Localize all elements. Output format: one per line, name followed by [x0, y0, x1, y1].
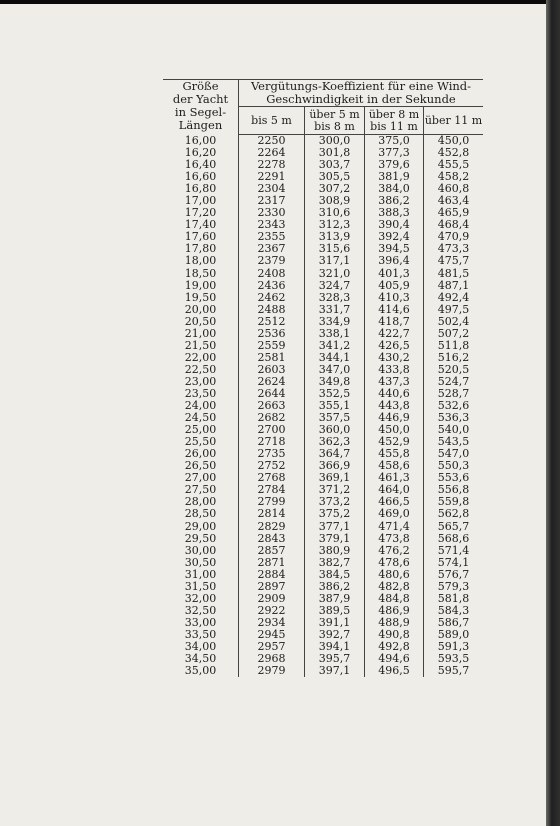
- cell-size: 24,50: [184, 411, 217, 425]
- cell-bis-5m: 2559: [239, 340, 305, 352]
- cell-size: 22,00: [184, 350, 217, 364]
- cell-bis-5m: 2829: [239, 521, 305, 533]
- cell-bis-5m: 2857: [239, 545, 305, 557]
- cell-bis-5m: 2343: [239, 219, 305, 231]
- cell-ueber-11m: 536,3: [437, 411, 470, 425]
- wind-speed-header: [239, 107, 305, 135]
- cell-ueber-11m: 465,9: [437, 206, 470, 220]
- cell-8-11m: 390,4: [365, 219, 424, 231]
- cell-ueber-11m: 565,7: [437, 519, 470, 533]
- coefficient-table: [163, 79, 483, 677]
- cell-ueber-11m: 553,6: [437, 471, 470, 485]
- cell-8-11m: 473,8: [365, 533, 424, 545]
- cell-5-8m: 305,5: [305, 171, 365, 183]
- scan-top-edge: [0, 0, 560, 4]
- cell-ueber-11m: 524,7: [437, 374, 470, 388]
- cell-size: 31,50: [184, 579, 217, 593]
- table-row: [163, 557, 483, 569]
- cell-bis-5m: 2379: [239, 255, 305, 267]
- cell-ueber-11m: 507,2: [437, 326, 470, 340]
- cell-size: 27,50: [184, 483, 217, 497]
- cell-size: 17,20: [184, 206, 217, 220]
- table-body: [163, 135, 483, 678]
- cell-5-8m: 387,9: [305, 593, 365, 605]
- cell-size: 34,50: [184, 652, 217, 666]
- cell-size: 33,00: [184, 615, 217, 629]
- cell-size: 23,00: [184, 374, 217, 388]
- cell-8-11m: 410,3: [365, 292, 424, 304]
- cell-ueber-11m: 547,0: [437, 447, 470, 461]
- cell-5-8m: 386,2: [305, 581, 365, 593]
- size-header-line: Größe: [182, 79, 219, 93]
- table-row: [163, 569, 483, 581]
- cell-8-11m: 392,4: [365, 231, 424, 243]
- cell-8-11m: 478,6: [365, 557, 424, 569]
- cell-bis-5m: 2752: [239, 460, 305, 472]
- cell-ueber-11m: 593,5: [437, 652, 470, 666]
- cell-5-8m: 324,7: [305, 280, 365, 292]
- cell-5-8m: 391,1: [305, 617, 365, 629]
- cell-8-11m: 494,6: [365, 653, 424, 665]
- cell-ueber-11m: 450,0: [437, 134, 470, 147]
- cell-8-11m: 430,2: [365, 352, 424, 364]
- cell-8-11m: 381,9: [365, 171, 424, 183]
- cell-bis-5m: 2367: [239, 243, 305, 255]
- cell-bis-5m: 2536: [239, 328, 305, 340]
- wind-speed-header-line: über 11 m: [424, 114, 483, 127]
- cell-size: 30,00: [184, 543, 217, 557]
- cell-bis-5m: 2799: [239, 496, 305, 508]
- cell-5-8m: 364,7: [305, 448, 365, 460]
- cell-8-11m: 455,8: [365, 448, 424, 460]
- cell-8-11m: 471,4: [365, 521, 424, 533]
- cell-bis-5m: 2897: [239, 581, 305, 593]
- cell-8-11m: 446,9: [365, 412, 424, 424]
- cell-5-8m: 301,8: [305, 147, 365, 159]
- wind-speed-header: [305, 107, 365, 135]
- cell-size: 31,00: [184, 567, 217, 581]
- cell-bis-5m: 2663: [239, 400, 305, 412]
- cell-bis-5m: 2945: [239, 629, 305, 641]
- cell-bis-5m: 2264: [239, 147, 305, 159]
- cell-size: 30,50: [184, 555, 217, 569]
- cell-8-11m: 418,7: [365, 316, 424, 328]
- cell-bis-5m: 2922: [239, 605, 305, 617]
- cell-bis-5m: 2603: [239, 364, 305, 376]
- wind-speed-header: [365, 107, 424, 135]
- cell-size: 25,00: [184, 423, 217, 437]
- cell-5-8m: 321,0: [305, 268, 365, 280]
- cell-8-11m: 443,8: [365, 400, 424, 412]
- table-row: [163, 316, 483, 328]
- cell-8-11m: 464,0: [365, 484, 424, 496]
- cell-bis-5m: 2700: [239, 424, 305, 436]
- cell-5-8m: 349,8: [305, 376, 365, 388]
- table-row: [163, 292, 483, 304]
- wind-speed-header-line: über 5 m: [309, 107, 360, 121]
- cell-ueber-11m: 511,8: [437, 338, 470, 352]
- cell-5-8m: 394,1: [305, 641, 365, 653]
- cell-ueber-11m: 502,4: [437, 314, 470, 328]
- cell-size: 20,00: [184, 302, 217, 316]
- cell-5-8m: 371,2: [305, 484, 365, 496]
- cell-ueber-11m: 579,3: [437, 579, 470, 593]
- cell-size: 29,00: [184, 519, 217, 533]
- cell-ueber-11m: 520,5: [437, 362, 470, 376]
- cell-ueber-11m: 532,6: [437, 399, 470, 413]
- cell-size: 21,00: [184, 326, 217, 340]
- cell-ueber-11m: 452,8: [437, 146, 470, 160]
- table-row: [163, 665, 483, 677]
- table-row: [163, 533, 483, 545]
- cell-ueber-11m: 562,8: [437, 507, 470, 521]
- table-row: [163, 328, 483, 340]
- cell-bis-5m: 2814: [239, 508, 305, 520]
- cell-bis-5m: 2682: [239, 412, 305, 424]
- cell-ueber-11m: 591,3: [437, 639, 470, 653]
- cell-ueber-11m: 586,7: [437, 615, 470, 629]
- cell-8-11m: 384,0: [365, 183, 424, 195]
- cell-5-8m: 328,3: [305, 292, 365, 304]
- cell-size: 26,50: [184, 459, 217, 473]
- cell-ueber-11m: 589,0: [437, 627, 470, 641]
- cell-size: 25,50: [184, 435, 217, 449]
- size-column-header: [163, 80, 239, 135]
- cell-size: 32,50: [184, 603, 217, 617]
- cell-ueber-11m: 470,9: [437, 230, 470, 244]
- cell-size: 28,00: [184, 495, 217, 509]
- cell-bis-5m: 2909: [239, 593, 305, 605]
- cell-8-11m: 480,6: [365, 569, 424, 581]
- group-header-line: Vergütungs-Koeffizient für eine Wind-: [250, 79, 472, 93]
- cell-bis-5m: 2624: [239, 376, 305, 388]
- cell-bis-5m: 2250: [239, 135, 305, 148]
- cell-size: 16,80: [184, 182, 217, 196]
- coefficient-group-header: [239, 80, 484, 107]
- cell-ueber-11m: 595,7: [437, 664, 470, 678]
- cell-5-8m: 300,0: [305, 135, 365, 148]
- scan-right-edge: [546, 0, 560, 826]
- cell-bis-5m: 2968: [239, 653, 305, 665]
- size-header-line: der Yacht: [172, 92, 229, 106]
- cell-5-8m: 373,2: [305, 496, 365, 508]
- cell-size: 35,00: [184, 664, 217, 678]
- cell-5-8m: 382,7: [305, 557, 365, 569]
- cell-bis-5m: 2871: [239, 557, 305, 569]
- wind-speed-header-line: bis 11 m: [370, 119, 418, 133]
- cell-8-11m: 377,3: [365, 147, 424, 159]
- cell-bis-5m: 2488: [239, 304, 305, 316]
- cell-5-8m: 366,9: [305, 460, 365, 472]
- cell-5-8m: 357,5: [305, 412, 365, 424]
- cell-bis-5m: 2304: [239, 183, 305, 195]
- cell-ueber-11m: 540,0: [437, 423, 470, 437]
- cell-size: 19,00: [184, 278, 217, 292]
- cell-size: 34,00: [184, 639, 217, 653]
- cell-size: 33,50: [184, 627, 217, 641]
- cell-bis-5m: 2317: [239, 195, 305, 207]
- cell-5-8m: 312,3: [305, 219, 365, 231]
- table-row: [163, 268, 483, 280]
- cell-size: 18,50: [184, 266, 217, 280]
- cell-5-8m: 341,2: [305, 340, 365, 352]
- cell-8-11m: 482,8: [365, 581, 424, 593]
- cell-ueber-11m: 455,5: [437, 158, 470, 172]
- cell-bis-5m: 2408: [239, 268, 305, 280]
- cell-size: 19,50: [184, 290, 217, 304]
- cell-bis-5m: 2278: [239, 159, 305, 171]
- cell-bis-5m: 2644: [239, 388, 305, 400]
- cell-5-8m: 375,2: [305, 508, 365, 520]
- group-header-line: Geschwindigkeit in der Sekunde: [266, 92, 456, 106]
- cell-ueber-11m: 481,5: [437, 266, 470, 280]
- table-row: [163, 521, 483, 533]
- cell-ueber-11m: 571,4: [437, 543, 470, 557]
- cell-size: 16,40: [184, 158, 217, 172]
- cell-size: 21,50: [184, 338, 217, 352]
- cell-bis-5m: 2512: [239, 316, 305, 328]
- cell-5-8m: 360,0: [305, 424, 365, 436]
- size-header-line: Längen: [178, 118, 223, 132]
- table-row: [163, 255, 483, 267]
- cell-8-11m: 469,0: [365, 508, 424, 520]
- cell-ueber-11m: 497,5: [437, 302, 470, 316]
- wind-speed-header-line: über 8 m: [368, 107, 420, 121]
- cell-8-11m: 476,2: [365, 545, 424, 557]
- cell-size: 23,50: [184, 386, 217, 400]
- cell-8-11m: 414,6: [365, 304, 424, 316]
- cell-8-11m: 401,3: [365, 268, 424, 280]
- cell-ueber-11m: 584,3: [437, 603, 470, 617]
- cell-bis-5m: 2462: [239, 292, 305, 304]
- cell-5-8m: 313,9: [305, 231, 365, 243]
- cell-size: 17,00: [184, 194, 217, 208]
- cell-bis-5m: 2581: [239, 352, 305, 364]
- cell-5-8m: 397,1: [305, 665, 365, 677]
- cell-bis-5m: 2768: [239, 472, 305, 484]
- cell-8-11m: 461,3: [365, 472, 424, 484]
- cell-ueber-11m: 487,1: [437, 278, 470, 292]
- cell-8-11m: 488,9: [365, 617, 424, 629]
- cell-5-8m: 352,5: [305, 388, 365, 400]
- table-row: [163, 508, 483, 520]
- cell-8-11m: 440,6: [365, 388, 424, 400]
- cell-ueber-11m: 528,7: [437, 386, 470, 400]
- cell-bis-5m: 2718: [239, 436, 305, 448]
- cell-5-8m: 380,9: [305, 545, 365, 557]
- cell-8-11m: 492,8: [365, 641, 424, 653]
- cell-bis-5m: 2843: [239, 533, 305, 545]
- cell-ueber-11m: 468,4: [437, 218, 470, 232]
- cell-8-11m: 386,2: [365, 195, 424, 207]
- cell-ueber-11m: 559,8: [437, 495, 470, 509]
- wind-speed-header: [424, 107, 484, 135]
- cell-size: 16,20: [184, 146, 217, 160]
- size-header-line: in Segel-: [174, 105, 227, 119]
- cell-ueber-11m: 574,1: [437, 555, 470, 569]
- table-row: [163, 280, 483, 292]
- cell-ueber-11m: 475,7: [437, 254, 470, 268]
- cell-ueber-11m: 543,5: [437, 435, 470, 449]
- cell-5-8m: 334,9: [305, 316, 365, 328]
- cell-5-8m: 307,2: [305, 183, 365, 195]
- cell-size: 29,50: [184, 531, 217, 545]
- cell-ueber-11m: 492,4: [437, 290, 470, 304]
- cell-bis-5m: 2979: [239, 665, 305, 677]
- cell-ueber-11m: 581,8: [437, 591, 470, 605]
- cell-ueber-11m: 516,2: [437, 350, 470, 364]
- cell-bis-5m: 2291: [239, 171, 305, 183]
- wind-speed-header-line: bis 8 m: [314, 119, 355, 133]
- cell-5-8m: 347,0: [305, 364, 365, 376]
- table-row: [163, 304, 483, 316]
- cell-bis-5m: 2436: [239, 280, 305, 292]
- cell-size: 32,00: [184, 591, 217, 605]
- cell-5-8m: 317,1: [305, 255, 365, 267]
- cell-8-11m: 433,8: [365, 364, 424, 376]
- cell-bis-5m: 2934: [239, 617, 305, 629]
- cell-ueber-11m: 556,8: [437, 483, 470, 497]
- cell-5-8m: 344,1: [305, 352, 365, 364]
- cell-size: 20,50: [184, 314, 217, 328]
- cell-5-8m: 308,9: [305, 195, 365, 207]
- cell-8-11m: 394,5: [365, 243, 424, 255]
- cell-8-11m: 405,9: [365, 280, 424, 292]
- cell-bis-5m: 2957: [239, 641, 305, 653]
- cell-5-8m: 379,1: [305, 533, 365, 545]
- cell-5-8m: 384,5: [305, 569, 365, 581]
- cell-size: 16,00: [184, 133, 217, 147]
- cell-8-11m: 375,0: [365, 135, 424, 148]
- cell-ueber-11m: 473,3: [437, 242, 470, 256]
- cell-ueber-11m: 550,3: [437, 459, 470, 473]
- cell-5-8m: 369,1: [305, 472, 365, 484]
- wind-speed-header-line: bis 5 m: [251, 114, 292, 127]
- cell-size: 16,60: [184, 170, 217, 184]
- cell-5-8m: 362,3: [305, 436, 365, 448]
- cell-size: 17,60: [184, 230, 217, 244]
- cell-5-8m: 303,7: [305, 159, 365, 171]
- cell-bis-5m: 2330: [239, 207, 305, 219]
- cell-bis-5m: 2884: [239, 569, 305, 581]
- cell-8-11m: 484,8: [365, 593, 424, 605]
- cell-8-11m: 388,3: [365, 207, 424, 219]
- cell-8-11m: 396,4: [365, 255, 424, 267]
- cell-8-11m: 426,5: [365, 340, 424, 352]
- cell-8-11m: 466,5: [365, 496, 424, 508]
- cell-8-11m: 486,9: [365, 605, 424, 617]
- cell-bis-5m: 2735: [239, 448, 305, 460]
- cell-size: 24,00: [184, 399, 217, 413]
- cell-size: 22,50: [184, 362, 217, 376]
- cell-5-8m: 392,7: [305, 629, 365, 641]
- cell-8-11m: 379,6: [365, 159, 424, 171]
- cell-5-8m: 355,1: [305, 400, 365, 412]
- cell-8-11m: 450,0: [365, 424, 424, 436]
- cell-5-8m: 395,7: [305, 653, 365, 665]
- cell-size: 18,00: [184, 254, 217, 268]
- cell-size: 26,00: [184, 447, 217, 461]
- cell-8-11m: 452,9: [365, 436, 424, 448]
- cell-size: 17,80: [184, 242, 217, 256]
- cell-5-8m: 315,6: [305, 243, 365, 255]
- cell-bis-5m: 2784: [239, 484, 305, 496]
- cell-5-8m: 310,6: [305, 207, 365, 219]
- cell-ueber-11m: 576,7: [437, 567, 470, 581]
- cell-8-11m: 496,5: [365, 665, 424, 677]
- cell-ueber-11m: 568,6: [437, 531, 470, 545]
- cell-size: 17,40: [184, 218, 217, 232]
- cell-8-11m: 422,7: [365, 328, 424, 340]
- cell-5-8m: 389,5: [305, 605, 365, 617]
- cell-ueber-11m: 460,8: [437, 182, 470, 196]
- cell-8-11m: 490,8: [365, 629, 424, 641]
- cell-8-11m: 458,6: [365, 460, 424, 472]
- cell-5-8m: 331,7: [305, 304, 365, 316]
- cell-ueber-11m: 458,2: [437, 170, 470, 184]
- table-row: [163, 581, 483, 593]
- cell-bis-5m: 2355: [239, 231, 305, 243]
- cell-8-11m: 437,3: [365, 376, 424, 388]
- cell-size: 28,50: [184, 507, 217, 521]
- cell-ueber-11m: 463,4: [437, 194, 470, 208]
- table-row: [163, 545, 483, 557]
- cell-5-8m: 377,1: [305, 521, 365, 533]
- cell-5-8m: 338,1: [305, 328, 365, 340]
- cell-size: 27,00: [184, 471, 217, 485]
